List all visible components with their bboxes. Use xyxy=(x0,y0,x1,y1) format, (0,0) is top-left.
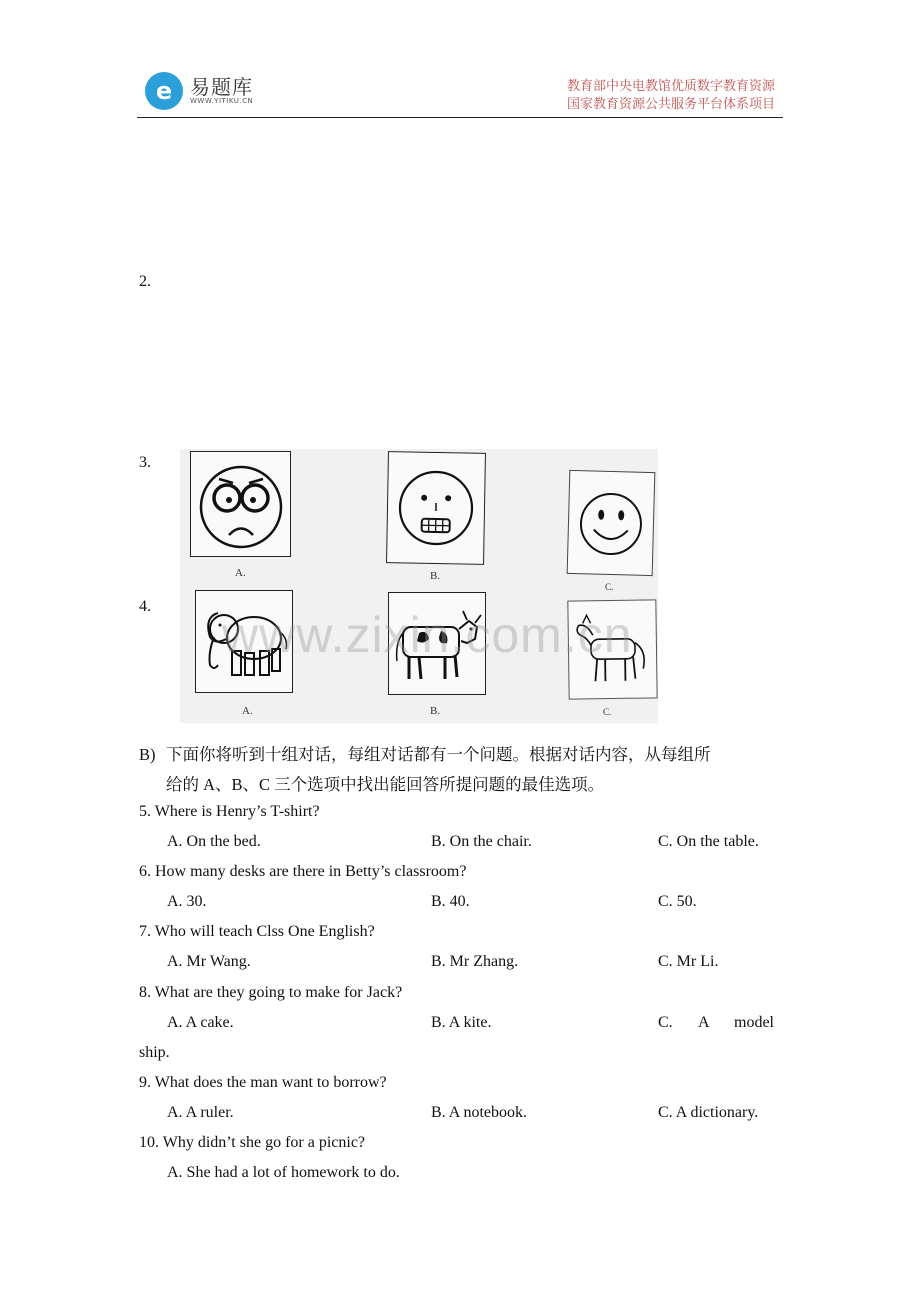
question-6: 6. How many desks are there in Betty’s classroom? xyxy=(139,863,467,880)
q9-option-b: B. A notebook. xyxy=(431,1104,528,1121)
watermark: www.zixin.com.cn xyxy=(222,607,633,663)
picture-label-3b: B. xyxy=(430,570,441,582)
q6-option-c: C. 50. xyxy=(658,893,697,910)
smiling-face-picture xyxy=(567,470,656,576)
q9-option-a: A. A ruler. xyxy=(167,1104,234,1121)
instruction-line-2: 给的 A、B、C 三个选项中找出能回答所提问题的最佳选项。 xyxy=(166,775,605,794)
q10-option-a: A. She had a lot of homework to do. xyxy=(167,1164,400,1181)
q8-option-b: B. A kite. xyxy=(431,1014,492,1031)
section-b-instructions xyxy=(139,740,783,800)
q8-option-c-letter: C. xyxy=(658,1014,673,1031)
brand-line-2: 国家教育资源公共服务平台体系项目 xyxy=(566,97,775,112)
section-b-tag: B) xyxy=(139,745,156,764)
q7-option-c: C. Mr Li. xyxy=(658,953,719,970)
picture-panel xyxy=(180,449,658,723)
picture-label-4a: A. xyxy=(242,705,253,717)
q6-option-a: A. 30. xyxy=(167,893,207,910)
q8-option-c-word-1: A xyxy=(698,1014,710,1031)
picture-label-4c: C. xyxy=(603,707,612,717)
q8-option-a: A. A cake. xyxy=(167,1014,234,1031)
q8-option-c-word-2: model xyxy=(734,1014,774,1031)
svg-text:e: e xyxy=(155,77,173,105)
q5-option-a: A. On the bed. xyxy=(167,833,261,850)
worried-face-picture xyxy=(190,451,291,557)
logo-url: WWW.YITIKU.CN xyxy=(190,97,254,105)
instruction-line-1: 下面你将听到十组对话，每组对话都有一个问题。根据对话内容，从每组所 xyxy=(166,745,711,764)
question-5: 5. Where is Henry’s T-shirt? xyxy=(139,803,320,820)
q7-option-a: A. Mr Wang. xyxy=(167,953,251,970)
q5-option-c: C. On the table. xyxy=(658,833,759,850)
picture-label-4b: B. xyxy=(430,705,441,717)
picture-label-3c: C. xyxy=(605,582,614,592)
q9-option-c: C. A dictionary. xyxy=(658,1104,759,1121)
q5-option-b: B. On the chair. xyxy=(431,833,532,850)
picture-label-3a: A. xyxy=(235,567,246,579)
question-9: 9. What does the man want to borrow? xyxy=(139,1074,387,1091)
q6-option-b: B. 40. xyxy=(431,893,470,910)
question-number-4: 4. xyxy=(139,598,151,615)
question-number-3: 3. xyxy=(139,454,151,471)
question-8: 8. What are they going to make for Jack? xyxy=(139,984,403,1001)
q8-option-c-wrap: ship. xyxy=(139,1044,170,1061)
question-10: 10. Why didn’t she go for a picnic? xyxy=(139,1134,366,1151)
question-number-2: 2. xyxy=(139,273,151,290)
q7-option-b: B. Mr Zhang. xyxy=(431,953,519,970)
scared-face-picture xyxy=(386,451,486,565)
brand-line-1: 教育部中央电教馆优质数字教育资源 xyxy=(566,79,775,94)
header-divider xyxy=(137,117,783,118)
logo-text: 易题库 xyxy=(190,75,253,99)
question-7: 7. Who will teach Clss One English? xyxy=(139,923,375,940)
logo-icon xyxy=(143,70,185,112)
